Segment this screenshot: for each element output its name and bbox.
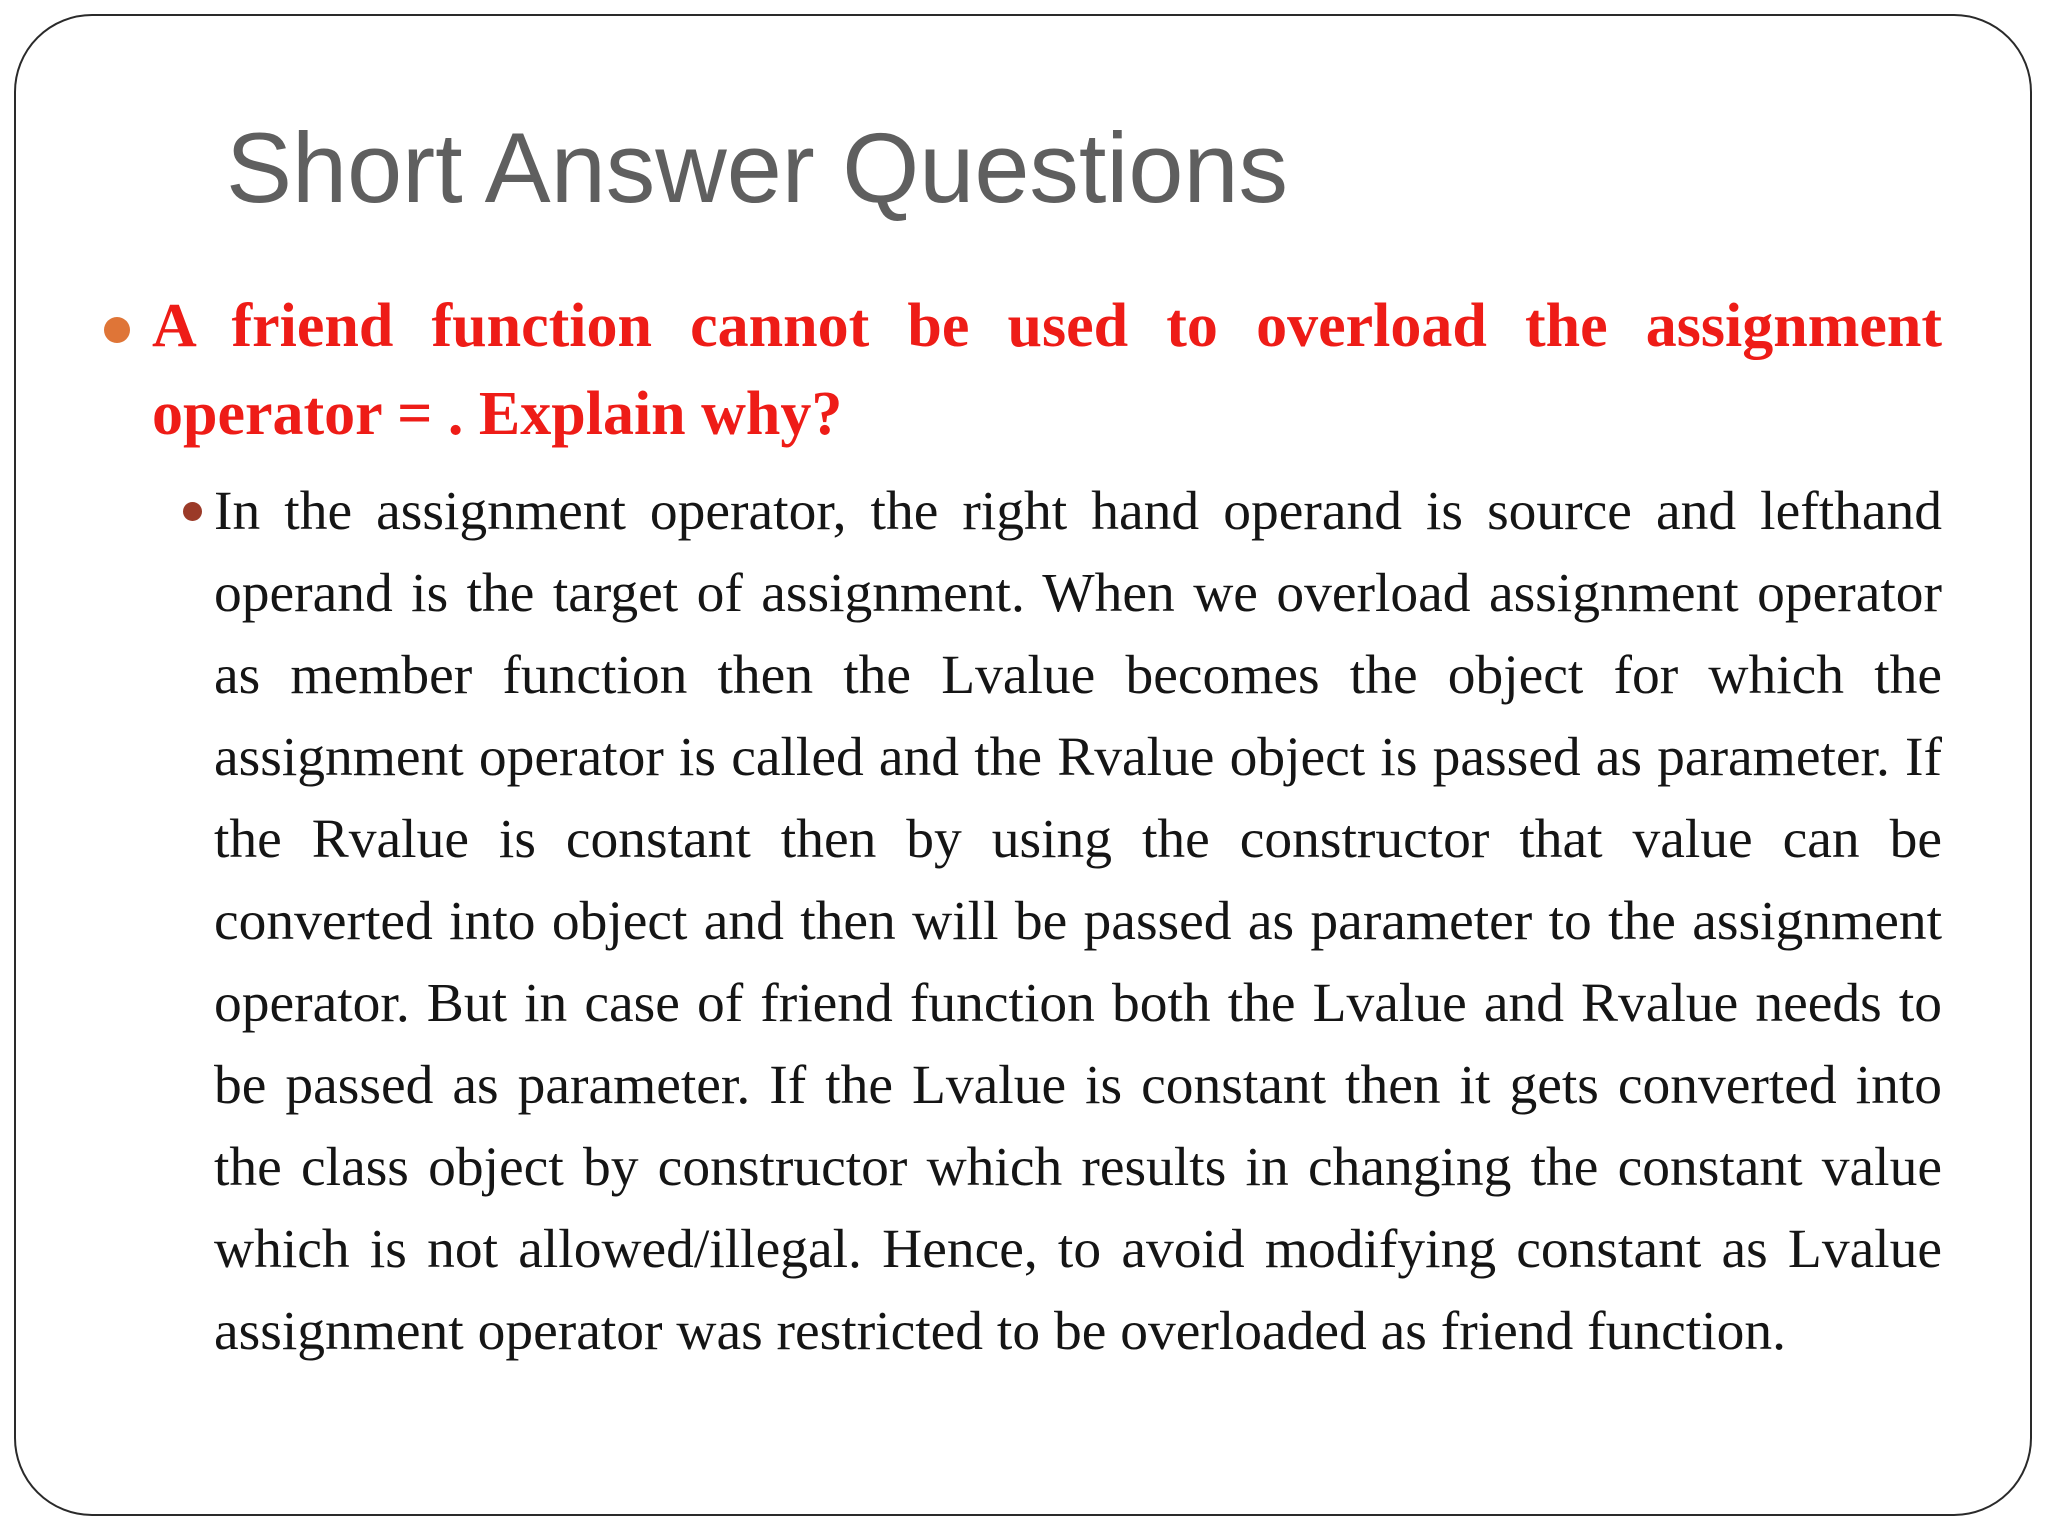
sub-bullet-dot-icon xyxy=(183,502,202,521)
answer-text: In the assignment operator, the right hand operand is source and lefthand operand is the target of assignment. When we overload assignment operator as member function then the Lvalue becomes the object for which the assignment operator is called and the Rvalue object is passed as parameter. If the Rvalue is constant then by using the constructor that value can be converted into object and then will be passed as parameter to the assignment operator. But in case of friend function both the Lvalue and Rvalue needs to be passed as parameter. If the Lvalue is constant then it gets converted into the class object by constructor which results in changing the constant value which is not allowed/illegal. Hence, to avoid modifying constant as Lvalue assignment operator was restricted to be overloaded as friend function. xyxy=(214,481,1942,1362)
slide-frame xyxy=(14,14,2032,1516)
slide-title: Short Answer Questions xyxy=(226,112,1289,223)
bullet-dot-icon xyxy=(104,317,130,343)
question-text: A friend function cannot be used to overload the assignment operator = . Explain why? xyxy=(152,292,1942,448)
